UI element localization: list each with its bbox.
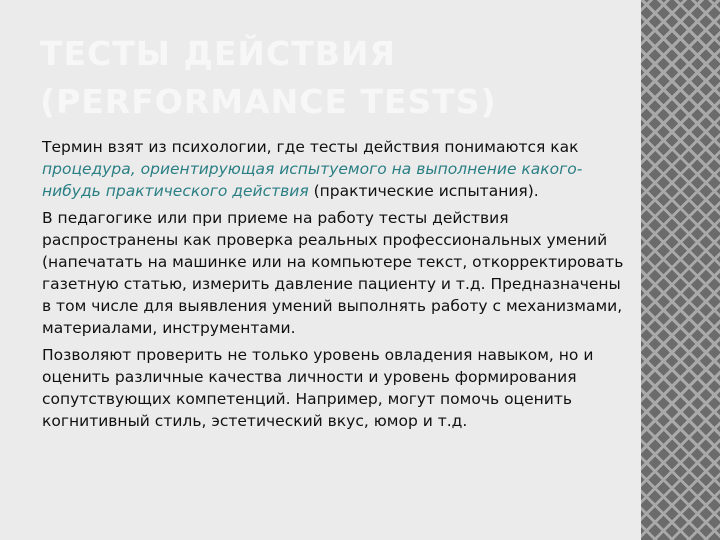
decorative-pattern-band bbox=[641, 0, 720, 540]
paragraph-1-emphasis: процедура, ориентирующая испытуемого на выполнение какого-нибудь практического действия bbox=[42, 160, 583, 200]
paragraph-1 bbox=[42, 136, 627, 202]
slide-body bbox=[42, 136, 627, 437]
title-line-1: ТЕСТЫ ДЕЙСТВИЯ bbox=[40, 34, 396, 73]
slide-title bbox=[40, 30, 620, 126]
title-line-2: (PERFORMANCE TESTS) bbox=[40, 82, 497, 121]
paragraph-2: В педагогике или при приеме на работу тесты действия распространены как проверка реальных профессиональных умений (напечатать на машинке или на компьютере текст, откорректировать газетную статью, измерить давление пациенту и т.д. Предназначены в том числе для выявления умений выполнять работу с механизмами, материалами, инструментами. bbox=[42, 209, 624, 337]
paragraph-3: Позволяют проверить не только уровень овладения навыком, но и оценить различные качества личности и уровень формирования сопутствующих компетенций. Например, могут помочь оценить когнитивный стиль, эстетический вкус, юмор и т.д. bbox=[42, 346, 594, 430]
paragraph-1-tail: (практические испытания). bbox=[308, 182, 539, 200]
paragraph-1-lead: Термин взят из психологии, где тесты действия понимаются как bbox=[42, 138, 579, 156]
